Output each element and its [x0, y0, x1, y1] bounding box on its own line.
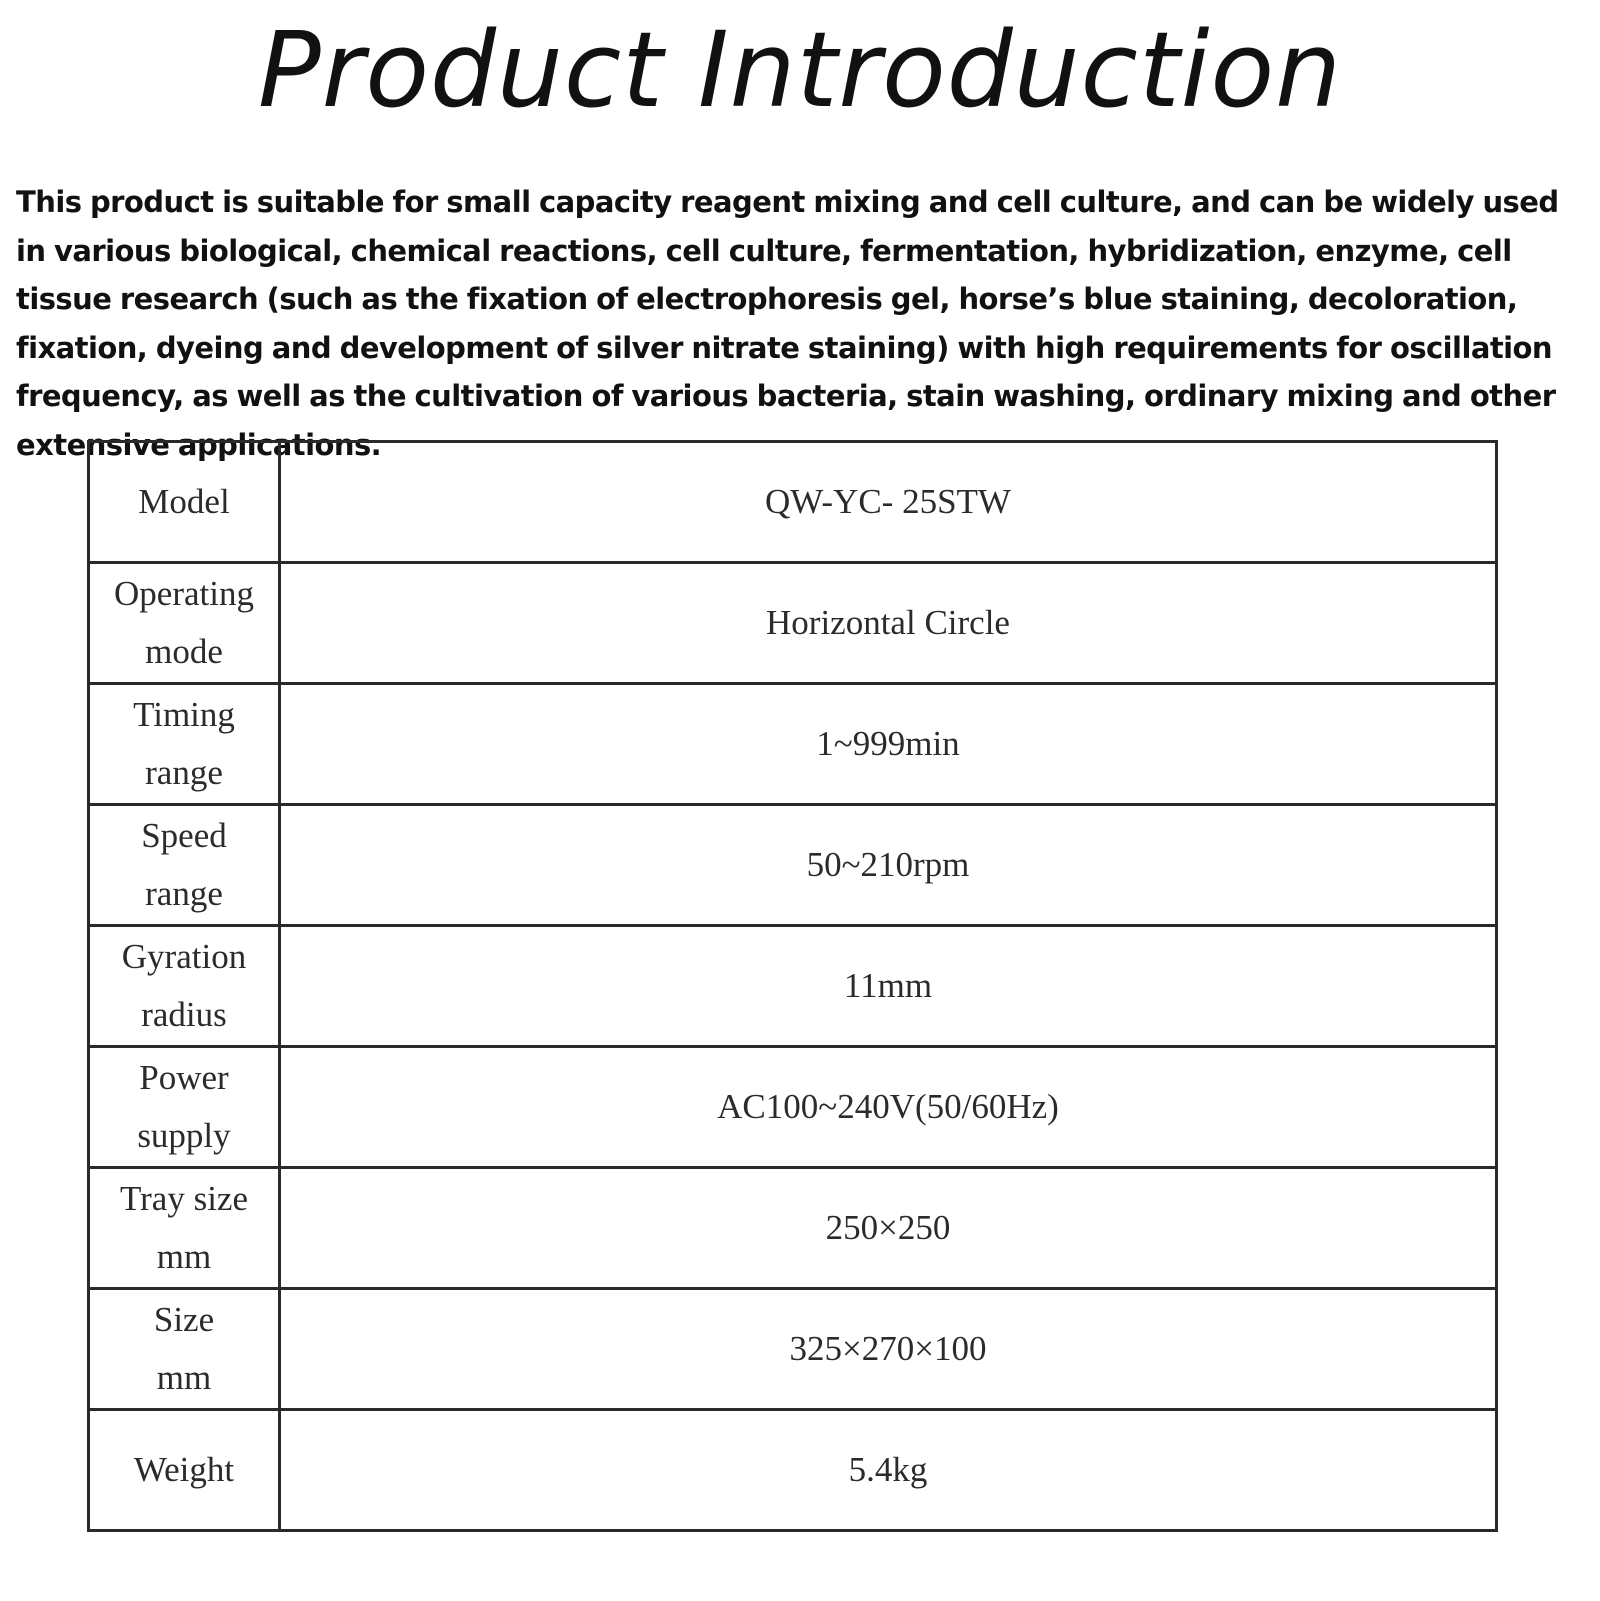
- spec-row: [89, 1289, 1497, 1410]
- spec-label-cell: [89, 1047, 280, 1168]
- spec-label-line: radius: [141, 995, 227, 1034]
- spec-table: [87, 440, 1498, 1532]
- spec-value-cell: 11mm: [280, 926, 1497, 1047]
- spec-row: [89, 1168, 1497, 1289]
- spec-value-cell: 1~999min: [280, 684, 1497, 805]
- page-title: Product Introduction: [257, 9, 1343, 131]
- spec-label-cell: [89, 1289, 280, 1410]
- spec-label-cell: [89, 1410, 280, 1531]
- spec-row: [89, 805, 1497, 926]
- spec-label-line: Timing: [133, 695, 235, 734]
- spec-label-cell: [89, 563, 280, 684]
- spec-row: [89, 926, 1497, 1047]
- spec-value-cell: QW-YC- 25STW: [280, 442, 1497, 563]
- spec-label-line: mode: [145, 632, 223, 671]
- spec-label-line: supply: [137, 1116, 231, 1155]
- spec-label-cell: [89, 1168, 280, 1289]
- spec-label-line: range: [145, 874, 223, 913]
- spec-label-line: Weight: [133, 1450, 235, 1489]
- spec-label-line: mm: [156, 1358, 212, 1397]
- spec-table-body: [89, 442, 1497, 1531]
- spec-label-line: Gyration: [121, 937, 247, 976]
- spec-row: [89, 1410, 1497, 1531]
- spec-label-line: range: [145, 753, 223, 792]
- spec-value-cell: AC100~240V(50/60Hz): [280, 1047, 1497, 1168]
- spec-value-cell: 250×250: [280, 1168, 1497, 1289]
- spec-label-line: Operating: [114, 574, 254, 613]
- spec-value-cell: 5.4kg: [280, 1410, 1497, 1531]
- spec-label-cell: [89, 926, 280, 1047]
- spec-label-cell: [89, 805, 280, 926]
- spec-label-line: Power: [139, 1058, 229, 1097]
- spec-label-line: Speed: [141, 816, 227, 855]
- spec-row: [89, 1047, 1497, 1168]
- spec-value-cell: 325×270×100: [280, 1289, 1497, 1410]
- spec-row: [89, 563, 1497, 684]
- spec-label-line: Size: [153, 1300, 215, 1339]
- spec-value-cell: 50~210rpm: [280, 805, 1497, 926]
- spec-row: [89, 684, 1497, 805]
- spec-label-cell: [89, 684, 280, 805]
- spec-label-line: Model: [138, 482, 230, 521]
- spec-label-line: Tray size: [119, 1179, 248, 1218]
- spec-label-cell: [89, 442, 280, 563]
- spec-value-cell: Horizontal Circle: [280, 563, 1497, 684]
- product-description: This product is suitable for small capacity reagent mixing and cell culture, and can be widely used in various biological, chemical reactions, cell culture, fermentation, hybridization, enzyme, cell tissue research (such as the fixation of electrophoresis gel, horse’s blue staining, decoloration, fixation, dyeing and development of silver nitrate staining) with high requirements for oscillation frequency, as well as the cultivation of various bacteria, stain washing, ordinary mixing and other extensive applications.: [16, 185, 1559, 462]
- spec-row: [89, 442, 1497, 563]
- spec-label-line: mm: [156, 1237, 212, 1276]
